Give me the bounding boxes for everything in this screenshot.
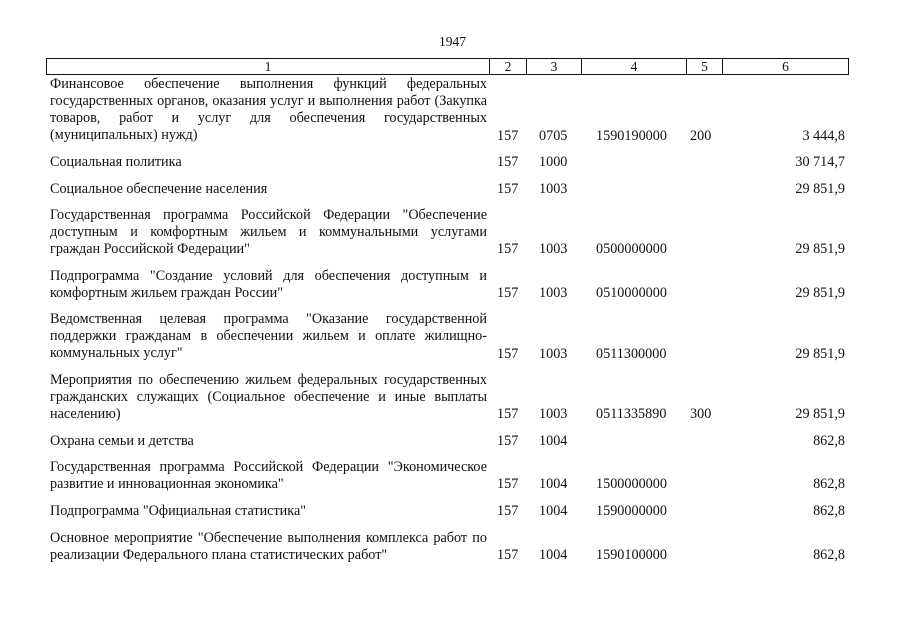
row-col-6: 29 851,9: [795, 406, 845, 422]
row-col-3: 1004: [539, 433, 568, 449]
row-col-3: 1003: [539, 181, 568, 197]
table-row: [0, 181, 905, 198]
table-row: [0, 433, 905, 450]
row-col-3: 1003: [539, 346, 568, 362]
row-col-2: 157: [497, 476, 519, 492]
row-name: Охрана семьи и детства: [50, 433, 194, 449]
row-col-3: 0705: [539, 128, 568, 144]
row-name: Подпрограмма "Создание условий для обеспечения доступным и комфортным жильем граждан России": [50, 268, 487, 301]
row-col-2: 157: [497, 285, 519, 301]
row-name: Основное мероприятие "Обеспечение выполнения комплекса работ по реализации Федерального плана статистических работ": [50, 530, 487, 563]
row-col-4: 1590000000: [596, 503, 667, 519]
table-row: [0, 311, 905, 363]
row-col-6: 29 851,9: [795, 285, 845, 301]
row-name: Ведомственная целевая программа "Оказание государственной поддержки гражданам в обеспечении жильем и оплате жилищно-коммунальных услуг": [50, 311, 487, 361]
table-row: [0, 530, 905, 564]
row-name: Финансовое обеспечение выполнения функций федеральных государственных органов, оказания услуг и выполнения работ (Закупка товаров, работ и услуг для обеспечения государственных (муниципальных) нужд): [50, 76, 487, 143]
row-col-3: 1004: [539, 503, 568, 519]
column-header-4: 4: [582, 59, 687, 75]
row-col-5: 200: [690, 128, 712, 144]
table-row: [0, 154, 905, 171]
row-col-2: 157: [497, 406, 519, 422]
row-col-2: 157: [497, 503, 519, 519]
row-col-3: 1003: [539, 406, 568, 422]
row-col-3: 1004: [539, 476, 568, 492]
column-header-2: 2: [490, 59, 527, 75]
page-number: 1947: [439, 34, 466, 49]
row-col-2: 157: [497, 154, 519, 170]
row-col-6: 862,8: [813, 503, 845, 519]
row-col-3: 1000: [539, 154, 568, 170]
row-col-3: 1004: [539, 547, 568, 563]
row-col-4: 0511300000: [596, 346, 667, 362]
row-name: Мероприятия по обеспечению жильем федеральных государственных гражданских служащих (Социальное обеспечение и иные выплаты населению): [50, 372, 487, 422]
table-row: [0, 207, 905, 259]
column-header-3: 3: [527, 59, 582, 75]
row-name: Социальная политика: [50, 154, 182, 170]
row-col-6: 862,8: [813, 433, 845, 449]
row-col-4: 0510000000: [596, 285, 667, 301]
row-col-2: 157: [497, 181, 519, 197]
row-col-6: 862,8: [813, 547, 845, 563]
row-col-4: 1590100000: [596, 547, 667, 563]
row-col-2: 157: [497, 346, 519, 362]
row-col-2: 157: [497, 128, 519, 144]
row-col-6: 3 444,8: [802, 128, 845, 144]
row-name: Социальное обеспечение населения: [50, 181, 268, 197]
table-row: [0, 503, 905, 520]
row-name: Государственная программа Российской Федерации "Экономическое развитие и инновационная экономика": [50, 459, 487, 492]
row-col-4: 0500000000: [596, 241, 667, 257]
row-col-6: 29 851,9: [795, 346, 845, 362]
table-row: [0, 76, 905, 146]
table-row: [0, 459, 905, 493]
row-col-3: 1003: [539, 241, 568, 257]
row-col-6: 29 851,9: [795, 241, 845, 257]
row-col-5: 300: [690, 406, 712, 422]
row-col-2: 157: [497, 433, 519, 449]
row-col-4: 1500000000: [596, 476, 667, 492]
column-header-6: 6: [723, 59, 849, 75]
table-row: [0, 268, 905, 302]
row-name: Подпрограмма "Официальная статистика": [50, 503, 307, 519]
row-col-2: 157: [497, 241, 519, 257]
table-row: [0, 372, 905, 424]
row-col-2: 157: [497, 547, 519, 563]
row-col-3: 1003: [539, 285, 568, 301]
column-header-row: [47, 59, 849, 75]
row-col-6: 30 714,7: [795, 154, 845, 170]
row-col-4: 0511335890: [596, 406, 667, 422]
column-header-1: 1: [47, 59, 490, 75]
row-col-6: 862,8: [813, 476, 845, 492]
column-header-5: 5: [687, 59, 723, 75]
row-name: Государственная программа Российской Федерации "Обеспечение доступным и комфортным жильем и коммунальными услугами граждан Российской Федерации": [50, 207, 487, 257]
column-header-table: [46, 58, 849, 75]
row-col-4: 1590190000: [596, 128, 667, 144]
row-col-6: 29 851,9: [795, 181, 845, 197]
